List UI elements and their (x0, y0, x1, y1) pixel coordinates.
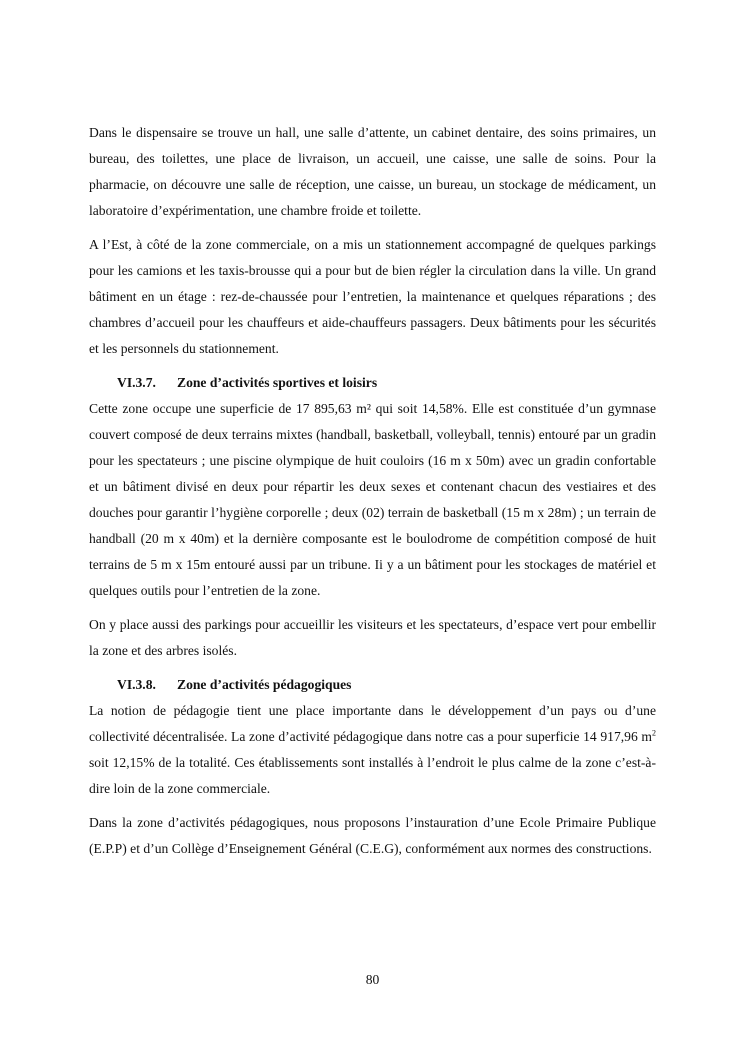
section-number: VI.3.7. (117, 375, 156, 390)
paragraph-pedagogie (89, 698, 656, 802)
superscript: 2 (652, 728, 656, 738)
section-title: Zone d’activités pédagogiques (177, 677, 352, 692)
page-number: 80 (365, 972, 380, 987)
paragraph-parkings: On y place aussi des parkings pour accueillir les visiteurs et les spectateurs, d’espace vert pour embellir la zone et des arbres isolés. (89, 617, 656, 658)
section-number: VI.3.8. (117, 677, 156, 692)
paragraph-text-part: La notion de pédagogie tient une place importante dans le développement d’un pays ou d’une collectivité décentralisée. La zone d’activité pédagogique dans notre cas a pour superficie 14 917,96 m (89, 703, 656, 744)
paragraph-dispensaire: Dans le dispensaire se trouve un hall, une salle d’attente, un cabinet dentaire, des soins primaires, un bureau, des toilettes, une place de livraison, un accueil, une caisse, une salle de soins. Pour la pharmacie, on découvre une salle de réception, une caisse, un bureau, un stockage de médicament, un laboratoire d’expérimentation, une chambre froide et toilette. (89, 125, 656, 218)
page-body (89, 120, 656, 870)
section-heading-pedagogique (89, 672, 656, 698)
paragraph-text-part: soit 12,15% de la totalité. Ces établissements sont installés à l’endroit le plus calme de la zone c’est-à-dire loin de la zone commerciale. (89, 755, 656, 796)
section-heading-sport (89, 370, 656, 396)
paragraph-stationnement: A l’Est, à côté de la zone commerciale, on a mis un stationnement accompagné de quelques parkings pour les camions et les taxis-brousse qui a pour but de bien régler la circulation dans la ville. Un grand bâtiment en un étage : rez-de-chaussée pour l’entretien, la maintenance et quelques réparations ; des chambres d’accueil pour les chauffeurs et aide-chauffeurs passagers. Deux bâtiments pour les sécurités et les personnels du stationnement. (89, 237, 656, 356)
paragraph-zone-sportive: Cette zone occupe une superficie de 17 895,63 m² qui soit 14,58%. Elle est constituée d’un gymnase couvert composé de deux terrains mixtes (handball, basketball, volleyball, tennis) entouré par un gradin pour les spectateurs ; une piscine olympique de huit couloirs (16 m x 50m) avec un gradin confortable et un bâtiment divisé en deux pour répartir les deux sexes et contenant chacun des vestiaires et des douches pour garantir l’hygiène corporelle ; deux (02) terrain de basketball (15 m x 28m) ; un terrain de handball (20 m x 40m) et la dernière composante est le boulodrome de compétition composé de huit terrains de 5 m x 15m entouré aussi par un tribune. Ii y a un bâtiment pour les stockages de matériel et quelques outils pour l’entretien de la zone. (89, 401, 656, 598)
paragraph-ecoles: Dans la zone d’activités pédagogiques, nous proposons l’instauration d’une Ecole Primaire Publique (E.P.P) et d’un Collège d’Enseignement Général (C.E.G), conformément aux normes des constructions. (89, 815, 656, 856)
section-title: Zone d’activités sportives et loisirs (177, 375, 378, 390)
